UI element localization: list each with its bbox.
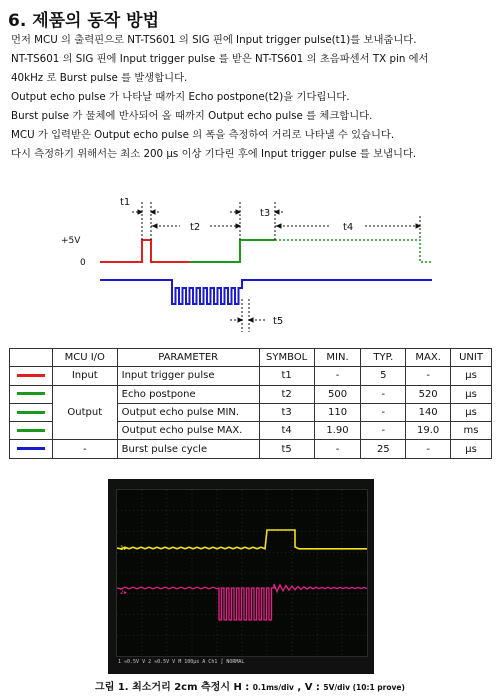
label-t1: t1 bbox=[120, 197, 131, 208]
header-cell: TYP. bbox=[361, 349, 406, 367]
echo-pulse-dotted-line bbox=[275, 240, 432, 262]
color-swatch bbox=[17, 392, 45, 395]
typ-cell: - bbox=[361, 385, 406, 403]
parameter-cell: Burst pulse cycle bbox=[117, 440, 259, 458]
ch1-trace bbox=[117, 530, 367, 549]
min-cell: 1.90 bbox=[314, 422, 361, 440]
typ-cell: - bbox=[361, 422, 406, 440]
unit-cell: μs bbox=[451, 367, 492, 385]
label-zero: 0 bbox=[80, 258, 86, 268]
spec-table bbox=[9, 348, 492, 459]
figure-caption bbox=[0, 678, 500, 693]
dimension-arrows bbox=[132, 210, 420, 322]
color-swatch bbox=[17, 447, 45, 450]
header-cell: PARAMETER bbox=[117, 349, 259, 367]
table-row bbox=[10, 440, 492, 458]
timing-diagram bbox=[60, 194, 440, 334]
scope-status-bar: 1 ≈0.5V V 2 ≈0.5V V M 100μs A Ch1 ∫ NORMAL bbox=[118, 659, 245, 665]
typ-cell: 5 bbox=[361, 367, 406, 385]
max-cell: 140 bbox=[406, 403, 451, 421]
paragraph-line: Burst pulse 가 물체에 반사되어 올 때까지 Output echo pulse 를 체크합니다. bbox=[11, 110, 373, 122]
scope-grid bbox=[117, 490, 367, 656]
label-t3: t3 bbox=[260, 208, 271, 219]
color-key-cell bbox=[10, 385, 53, 403]
caption-main: 그림 1. 최소거리 2cm 측정시 H : bbox=[95, 682, 253, 693]
parameter-cell: Input trigger pulse bbox=[117, 367, 259, 385]
header-cell bbox=[10, 349, 53, 367]
min-cell: 500 bbox=[314, 385, 361, 403]
color-swatch bbox=[17, 411, 45, 414]
label-t4: t4 bbox=[343, 222, 354, 233]
header-cell: MCU I/O bbox=[52, 349, 117, 367]
ch1-marker: 1▸ bbox=[120, 545, 127, 552]
symbol-cell: t5 bbox=[259, 440, 314, 458]
max-cell: - bbox=[406, 440, 451, 458]
max-cell: - bbox=[406, 367, 451, 385]
oscilloscope-traces bbox=[117, 490, 367, 656]
unit-cell: μs bbox=[451, 440, 492, 458]
color-key-cell bbox=[10, 403, 53, 421]
color-key-cell bbox=[10, 440, 53, 458]
caption-v-text: , V : bbox=[293, 682, 324, 693]
table-row bbox=[10, 385, 492, 403]
max-cell: 520 bbox=[406, 385, 451, 403]
min-cell: 110 bbox=[314, 403, 361, 421]
color-key-cell bbox=[10, 367, 53, 385]
paragraph-line: MCU 가 입력받은 Output echo pulse 의 폭을 측정하여 거리로 나타낼 수 있습니다. bbox=[11, 129, 395, 141]
symbol-cell: t4 bbox=[259, 422, 314, 440]
color-key-cell bbox=[10, 422, 53, 440]
oscilloscope-photo bbox=[108, 479, 374, 674]
color-swatch bbox=[17, 374, 45, 377]
parameter-cell: Echo postpone bbox=[117, 385, 259, 403]
io-cell: Output bbox=[52, 385, 117, 440]
io-cell: Input bbox=[52, 367, 117, 385]
parameter-cell: Output echo pulse MAX. bbox=[117, 422, 259, 440]
caption-v-value: 5V/div (10:1 prove) bbox=[323, 683, 405, 692]
paragraph-line: 40kHz 로 Burst pulse 를 발생합니다. bbox=[11, 72, 188, 84]
paragraph-line: NT-TS601 의 SIG 핀에 Input trigger pulse 를 받은 NT-TS601 의 초음파센서 TX pin 에서 bbox=[11, 53, 429, 65]
dimension-guides bbox=[142, 202, 420, 332]
oscilloscope-screen bbox=[116, 489, 368, 657]
trigger-pulse-line bbox=[100, 240, 190, 262]
caption-h-value: 0.1ms/div bbox=[252, 683, 294, 692]
min-cell: - bbox=[314, 440, 361, 458]
table-row bbox=[10, 367, 492, 385]
symbol-cell: t3 bbox=[259, 403, 314, 421]
unit-cell: ms bbox=[451, 422, 492, 440]
symbol-cell: t1 bbox=[259, 367, 314, 385]
description-paragraph bbox=[11, 31, 496, 164]
header-cell: MIN. bbox=[314, 349, 361, 367]
min-cell: - bbox=[314, 367, 361, 385]
echo-pulse-line bbox=[190, 240, 275, 262]
paragraph-line: 먼저 MCU 의 출력핀으로 NT-TS601 의 SIG 핀에 Input trigger pulse(t1)를 보내줍니다. bbox=[11, 34, 417, 46]
ch2-marker: 2▸ bbox=[120, 589, 127, 596]
unit-cell: μs bbox=[451, 403, 492, 421]
color-swatch bbox=[17, 429, 45, 432]
paragraph-line: Output echo pulse 가 나타날 때까지 Echo postpone(t2)을 기다립니다. bbox=[11, 91, 350, 103]
label-plus5v: +5V bbox=[61, 236, 81, 246]
max-cell: 19.0 bbox=[406, 422, 451, 440]
typ-cell: - bbox=[361, 403, 406, 421]
header-cell: SYMBOL bbox=[259, 349, 314, 367]
label-t5: t5 bbox=[273, 316, 284, 327]
header-cell: UNIT bbox=[451, 349, 492, 367]
paragraph-line: 다시 측정하기 위해서는 최소 200 μs 이상 기다린 후에 Input trigger pulse 를 보냅니다. bbox=[11, 148, 417, 160]
header-cell: MAX. bbox=[406, 349, 451, 367]
typ-cell: 25 bbox=[361, 440, 406, 458]
label-t2: t2 bbox=[190, 222, 201, 233]
symbol-cell: t2 bbox=[259, 385, 314, 403]
burst-pulse-line bbox=[100, 280, 432, 304]
io-cell: - bbox=[52, 440, 117, 458]
parameter-cell: Output echo pulse MIN. bbox=[117, 403, 259, 421]
section-title: 6. 제품의 동작 방법 bbox=[8, 11, 159, 31]
table-header-row bbox=[10, 349, 492, 367]
unit-cell: μs bbox=[451, 385, 492, 403]
